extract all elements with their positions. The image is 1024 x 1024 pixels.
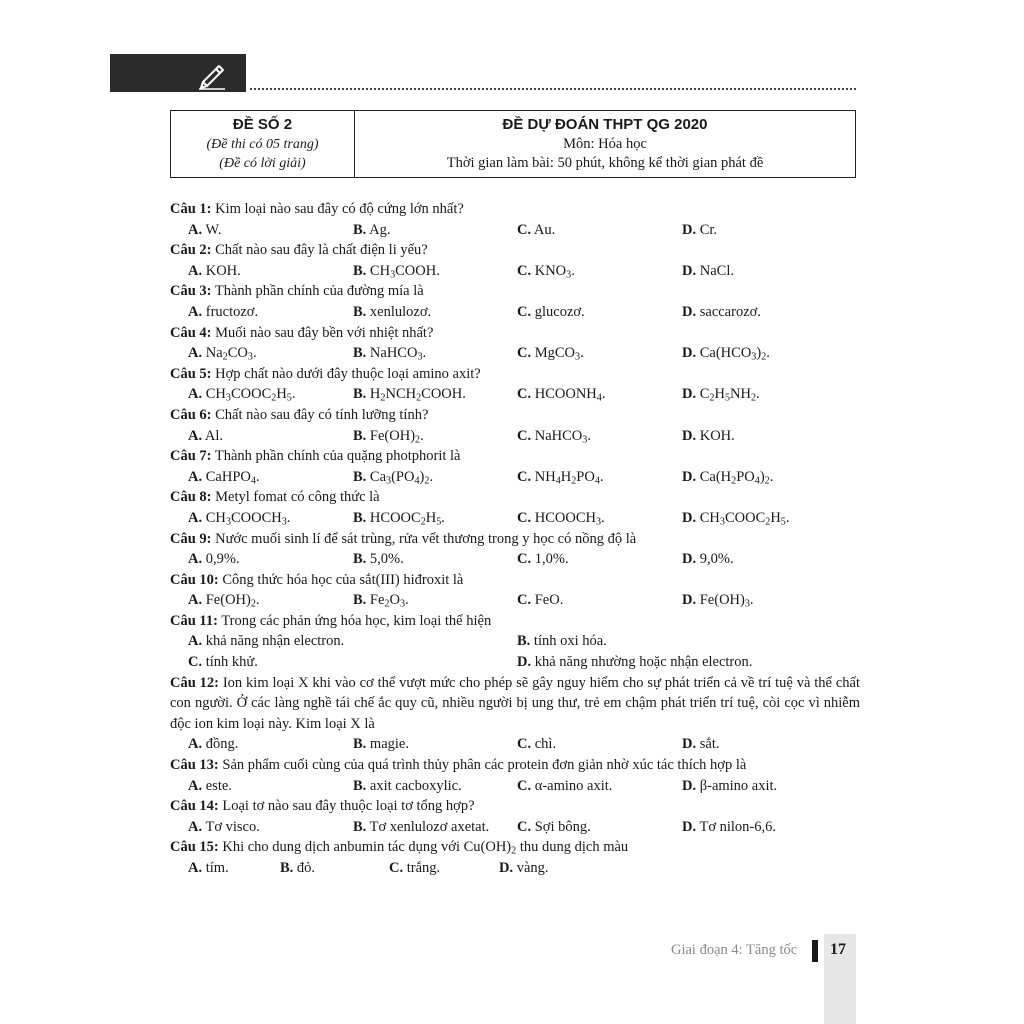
answer-option xyxy=(353,384,466,405)
answer-option xyxy=(353,776,462,797)
option-key: D. xyxy=(682,551,697,568)
question-9 xyxy=(170,529,860,550)
options-row xyxy=(170,384,860,405)
option-text: $Ca(HCO_3)_2$. xyxy=(696,345,770,363)
answer-option xyxy=(389,858,440,879)
answer-option xyxy=(517,384,605,405)
option-text: Tơ xenlulozơ axetat. xyxy=(366,818,490,835)
question-6 xyxy=(170,405,860,426)
answer-option xyxy=(517,652,752,673)
option-text: axit cacboxylic. xyxy=(366,777,462,794)
answer-option xyxy=(188,652,258,673)
option-text: $Fe_2O_3$. xyxy=(366,592,409,610)
question-text: Sản phẩm cuối cùng của quá trình thủy phân các protein đơn giản nhờ xúc tác thích hợp là xyxy=(218,757,747,774)
options-row xyxy=(170,776,860,797)
option-text: Cr. xyxy=(696,221,718,238)
option-key: B. xyxy=(353,262,367,279)
option-text: $HCOONH_4$. xyxy=(531,386,606,404)
option-key: C. xyxy=(517,427,532,444)
exam-code: ĐỀ SỐ 2 xyxy=(232,116,293,133)
question-text: Chất nào sau đây là chất điện li yếu? xyxy=(211,242,428,259)
option-text: xenlulozơ. xyxy=(366,303,432,320)
option-text: $HCOOCH_3$. xyxy=(531,509,605,528)
option-key: C. xyxy=(517,592,532,609)
option-key: D. xyxy=(682,509,697,526)
option-text: $CH_3COOH$. xyxy=(366,262,440,281)
option-text: đồng. xyxy=(202,736,239,753)
option-key: C. xyxy=(517,303,532,320)
option-text: β-amino axit. xyxy=(696,777,778,794)
question-5 xyxy=(170,364,860,385)
answer-option xyxy=(353,590,409,611)
option-key: A. xyxy=(188,818,203,835)
question-text: Chất nào sau đây có tính lưỡng tính? xyxy=(211,406,429,423)
option-key: B. xyxy=(353,468,367,485)
option-key: C. xyxy=(517,736,532,753)
answer-option xyxy=(353,508,445,529)
answer-option xyxy=(188,858,229,879)
answer-option xyxy=(280,858,315,879)
option-text: Au. xyxy=(531,221,556,238)
question-11 xyxy=(170,611,860,632)
question-label: Câu 6: xyxy=(170,406,212,423)
option-key: C. xyxy=(389,860,404,876)
option-key: A. xyxy=(188,633,203,650)
option-text: $HCOOC_2H_5$. xyxy=(366,509,445,528)
option-key: D. xyxy=(682,345,697,362)
option-key: D. xyxy=(682,386,697,403)
question-text: Ion kim loại X khi vào cơ thể vượt mức cho phép sẽ gây nguy hiểm cho sự phát triển cả về trí tuệ và thể chất con người. Ở các làng nghề tái chế ắc quy cũ, nhiều người bị ung thư, trẻ em chậm phát triển trí tuệ, còi cọc vì nhiễm độc ion kim loại này. Kim loại X là xyxy=(170,674,860,732)
option-text: 0,9%. xyxy=(202,551,240,568)
answer-option xyxy=(188,302,258,323)
option-key: B. xyxy=(353,736,367,753)
answer-option xyxy=(188,343,257,364)
option-key: A. xyxy=(188,221,203,238)
answer-option xyxy=(517,508,605,529)
option-text: $Fe(OH)_3$. xyxy=(696,592,754,610)
question-label: Câu 15: xyxy=(170,839,219,856)
subject: Môn: Hóa học xyxy=(563,136,647,152)
answer-option xyxy=(188,426,223,447)
question-label: Câu 8: xyxy=(170,489,212,506)
option-key: D. xyxy=(682,818,697,835)
option-key: C. xyxy=(517,509,532,526)
answer-option xyxy=(682,384,760,405)
question-text: Thành phần chính của quặng photphorit là xyxy=(211,448,461,465)
question-text: Kim loại nào sau đây có độ cứng lớn nhất? xyxy=(211,201,464,217)
option-key: D. xyxy=(682,777,697,794)
dotted-rule xyxy=(250,88,856,90)
options-row xyxy=(170,734,860,755)
option-text: $CH_3COOC_2H_5$. xyxy=(202,386,296,404)
pages-note: (Đề thi có 05 trang) xyxy=(206,137,319,152)
answer-option xyxy=(188,220,221,241)
question-12 xyxy=(170,673,860,735)
option-key: B. xyxy=(280,860,294,876)
answer-option xyxy=(517,734,556,755)
exam-info-cell xyxy=(355,111,855,177)
options-row xyxy=(170,302,860,323)
solution-note: (Đề có lời giải) xyxy=(219,156,306,171)
option-key: B. xyxy=(353,777,367,794)
question-text: Nước muối sinh lí để sát trùng, rửa vết thương trong y học có nồng độ là xyxy=(211,530,637,547)
question-label: Câu 1: xyxy=(170,201,212,217)
option-key: A. xyxy=(188,386,203,403)
question-list xyxy=(170,199,860,879)
option-key: D. xyxy=(517,654,532,671)
option-key: B. xyxy=(353,386,367,403)
answer-option xyxy=(517,220,555,241)
answer-option xyxy=(682,817,776,838)
option-key: D. xyxy=(682,592,697,609)
option-text: KOH. xyxy=(202,262,241,279)
option-key: A. xyxy=(188,468,203,485)
option-text: Tơ nilon-6,6. xyxy=(696,818,777,835)
option-key: B. xyxy=(353,818,367,835)
option-key: B. xyxy=(353,509,367,526)
option-text: sắt. xyxy=(696,736,720,753)
answer-option xyxy=(682,343,770,364)
answer-option xyxy=(353,220,390,241)
option-key: B. xyxy=(353,592,367,609)
exam-title: ĐỀ DỰ ĐOÁN THPT QG 2020 xyxy=(502,116,708,133)
question-10 xyxy=(170,570,860,591)
answer-option xyxy=(353,426,424,447)
question-label: Câu 10: xyxy=(170,571,219,588)
option-text: fructozơ. xyxy=(202,303,259,320)
question-7 xyxy=(170,446,860,467)
option-text: Tơ visco. xyxy=(202,818,260,835)
answer-option xyxy=(188,817,260,838)
answer-option xyxy=(682,776,777,797)
answer-option xyxy=(517,426,591,447)
question-label: Câu 4: xyxy=(170,324,212,341)
options-row xyxy=(170,549,860,570)
option-text: glucozơ. xyxy=(531,303,585,320)
time-note: Thời gian làm bài: 50 phút, không kể thời gian phát đề xyxy=(446,155,764,171)
option-text: $Fe(OH)_2$. xyxy=(202,592,260,610)
option-key: C. xyxy=(517,345,532,362)
option-key: C. xyxy=(517,551,532,568)
answer-option xyxy=(517,590,563,611)
option-key: A. xyxy=(188,551,203,568)
option-key: D. xyxy=(682,736,697,753)
option-text: 1,0%. xyxy=(531,551,569,568)
page-number: 17 xyxy=(830,941,846,958)
option-text: tính khử. xyxy=(202,654,258,671)
option-key: D. xyxy=(682,303,697,320)
options-row xyxy=(170,261,860,282)
answer-option xyxy=(682,508,789,529)
exam-title-box xyxy=(170,110,856,178)
question-2 xyxy=(170,240,860,261)
question-13 xyxy=(170,755,860,776)
option-text: W. xyxy=(202,221,222,238)
option-key: B. xyxy=(353,221,367,238)
option-key: D. xyxy=(499,860,514,876)
options-row xyxy=(170,652,860,673)
answer-option xyxy=(517,261,575,282)
question-3 xyxy=(170,281,860,302)
answer-option xyxy=(353,261,440,282)
option-text: $CH_3COOCH_3$. xyxy=(202,509,291,528)
question-text: Loại tơ nào sau đây thuộc loại tơ tổng hợp? xyxy=(218,798,475,815)
answer-option xyxy=(682,302,761,323)
option-text: vàng. xyxy=(513,860,549,876)
answer-option xyxy=(188,508,290,529)
option-key: B. xyxy=(353,345,367,362)
option-key: A. xyxy=(188,777,203,794)
options-row xyxy=(170,817,860,838)
option-text: 5,0%. xyxy=(366,551,404,568)
answer-option xyxy=(188,734,238,755)
option-text: $H_2NCH_2COOH$. xyxy=(366,386,466,404)
question-4 xyxy=(170,323,860,344)
option-text: $Fe(OH)_2$. xyxy=(366,427,424,446)
answer-option xyxy=(682,220,717,241)
options-row xyxy=(170,467,860,488)
answer-option xyxy=(517,467,604,488)
question-8 xyxy=(170,487,860,508)
question-label: Câu 11: xyxy=(170,612,218,629)
answer-option xyxy=(517,302,585,323)
option-text: saccarozơ. xyxy=(696,303,761,320)
option-key: A. xyxy=(188,345,203,362)
pencil-icon xyxy=(195,58,229,90)
answer-option xyxy=(353,302,431,323)
question-1 xyxy=(170,199,860,220)
answer-option xyxy=(682,467,773,488)
option-text: $Na_2CO_3$. xyxy=(202,345,257,363)
answer-option xyxy=(353,467,433,488)
option-key: A. xyxy=(188,509,203,526)
option-key: C. xyxy=(517,468,532,485)
option-key: C. xyxy=(517,262,532,279)
option-text: Al. xyxy=(202,427,224,444)
options-row xyxy=(170,590,860,611)
options-row xyxy=(170,858,860,879)
option-text: magie. xyxy=(366,736,409,753)
answer-option xyxy=(682,734,719,755)
option-key: D. xyxy=(682,262,697,279)
question-text: Khi cho dung dịch anbumin tác dụng với $Cu(OH)_2$ thu dung dịch màu xyxy=(218,839,629,857)
option-key: C. xyxy=(188,654,203,671)
question-label: Câu 7: xyxy=(170,448,212,465)
question-label: Câu 14: xyxy=(170,798,219,815)
answer-option xyxy=(517,343,584,364)
option-text: Sợi bông. xyxy=(531,818,591,835)
option-text: tím. xyxy=(202,860,229,876)
question-text: Công thức hóa học của sắt(III) hiđroxit là xyxy=(218,571,464,588)
option-text: $NH_4H_2PO_4$. xyxy=(531,468,604,487)
question-label: Câu 2: xyxy=(170,242,212,259)
option-text: trắng. xyxy=(403,860,441,876)
answer-option xyxy=(682,549,734,570)
option-text: α-amino axit. xyxy=(531,777,613,794)
answer-option xyxy=(499,858,549,879)
option-text: khả năng nhận electron. xyxy=(202,633,345,650)
option-text: tính oxi hóa. xyxy=(530,633,607,650)
option-key: C. xyxy=(517,386,532,403)
option-key: A. xyxy=(188,592,203,609)
question-label: Câu 12: xyxy=(170,674,219,691)
option-key: C. xyxy=(517,818,532,835)
option-key: D. xyxy=(682,427,697,444)
option-text: $C_2H_5NH_2$. xyxy=(696,386,760,404)
answer-option xyxy=(353,549,404,570)
section-label: Giai đoạn 4: Tăng tốc xyxy=(671,942,798,958)
option-text: chì. xyxy=(531,736,557,753)
option-text: $Ca_3(PO_4)_2$. xyxy=(366,468,434,487)
answer-option xyxy=(682,590,754,611)
answer-option xyxy=(188,776,232,797)
answer-option xyxy=(353,817,489,838)
options-row xyxy=(170,220,860,241)
question-text: Trong các phản ứng hóa học, kim loại thể hiện xyxy=(217,612,492,629)
exam-code-cell xyxy=(171,111,355,177)
footer-divider xyxy=(812,940,818,962)
option-key: B. xyxy=(353,427,367,444)
option-key: B. xyxy=(517,633,531,650)
option-text: khả năng nhường hoặc nhận electron. xyxy=(531,654,753,671)
question-label: Câu 3: xyxy=(170,283,212,300)
option-text: NaHCO$_3$. xyxy=(366,345,427,363)
question-text: Muối nào sau đây bền với nhiệt nhất? xyxy=(211,324,434,341)
answer-option xyxy=(188,631,344,652)
answer-option xyxy=(353,734,409,755)
answer-option xyxy=(188,261,241,282)
option-text: NaHCO$_3$. xyxy=(531,427,591,446)
answer-option xyxy=(517,817,591,838)
option-key: D. xyxy=(682,221,697,238)
answer-option xyxy=(682,261,734,282)
option-text: $Ca(H_2PO_4)_2$. xyxy=(696,468,774,487)
option-key: C. xyxy=(517,221,532,238)
answer-option xyxy=(517,776,612,797)
option-key: A. xyxy=(188,736,203,753)
options-row xyxy=(170,426,860,447)
options-row xyxy=(170,508,860,529)
option-key: B. xyxy=(353,551,367,568)
answer-option xyxy=(188,384,295,405)
option-text: MgCO$_3$. xyxy=(531,345,584,363)
question-label: Câu 5: xyxy=(170,365,212,382)
answer-option xyxy=(517,631,607,652)
answer-option xyxy=(188,590,260,611)
answer-option xyxy=(188,467,260,488)
option-text: KOH. xyxy=(696,427,735,444)
question-label: Câu 13: xyxy=(170,757,219,774)
option-text: CaHPO$_4$. xyxy=(202,468,260,487)
option-text: $CH_3COOC_2H_5$. xyxy=(696,509,790,528)
option-key: A. xyxy=(188,427,203,444)
answer-option xyxy=(682,426,735,447)
question-14 xyxy=(170,796,860,817)
option-text: este. xyxy=(202,777,232,794)
option-text: FeO. xyxy=(531,592,564,609)
options-row xyxy=(170,631,860,652)
option-text: Ag. xyxy=(366,221,391,238)
option-text: NaCl. xyxy=(696,262,734,279)
option-text: đỏ. xyxy=(293,860,316,876)
question-label: Câu 9: xyxy=(170,530,212,547)
option-key: B. xyxy=(353,303,367,320)
option-text: 9,0%. xyxy=(696,551,734,568)
answer-option xyxy=(517,549,569,570)
answer-option xyxy=(353,343,426,364)
question-text: Metyl fomat có công thức là xyxy=(211,489,380,506)
option-key: A. xyxy=(188,303,203,320)
option-key: C. xyxy=(517,777,532,794)
question-text: Thành phần chính của đường mía là xyxy=(211,283,424,300)
option-key: A. xyxy=(188,262,203,279)
option-text: $KNO_3$. xyxy=(531,262,575,281)
question-15 xyxy=(170,837,860,858)
options-row xyxy=(170,343,860,364)
option-key: A. xyxy=(188,860,203,876)
question-text: Hợp chất nào dưới đây thuộc loại amino axit? xyxy=(211,365,481,382)
option-key: D. xyxy=(682,468,697,485)
answer-option xyxy=(188,549,240,570)
